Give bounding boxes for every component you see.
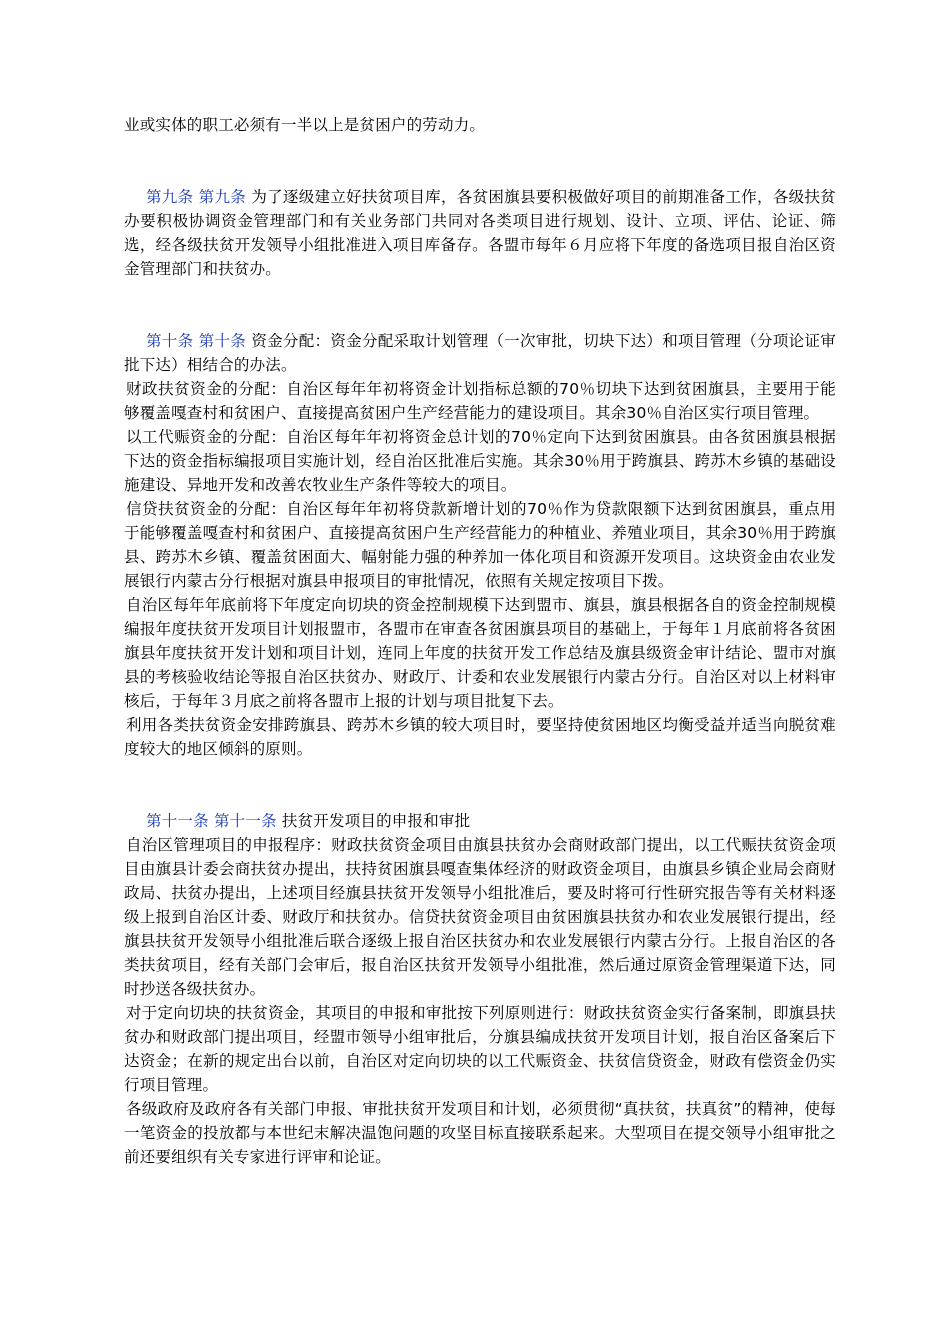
article-11-paragraph-block-funds: 对于定向切块的扶贫资金，其项目的申报和审批按下列原则进行：财政扶贫资金实行备案制，即旗县扶贫办和财政部门提出项目，经盟市领导小组审批后，分旗县编成扶贫开发项目计划，报自治区备案后下达资金；在新的规定出台以前，自治区对定向切块的以工代赈资金、扶贫信贷资金，财政有偿资金仍实行项目管理。 [124,1004,836,1094]
article-9-paragraph [124,185,836,281]
article-10-text: 资金分配：资金分配采取计划管理（一次审批，切块下达）和项目管理（分项论证审批下达）相结合的办法。 [124,332,836,374]
article-10-label[interactable]: 第十条 [146,332,194,350]
article-11-paragraph-spirit: 各级政府及政府各有关部门申报、审批扶贫开发项目和计划，必须贯彻“真扶贫，扶真贫”的精神，使每一笔资金的投放都与本世纪末解决温饱问题的攻坚目标直接联系起来。大型项目在提交领导小组审批之前还要组织有关专家进行评审和论证。 [124,1100,836,1166]
article-9-label[interactable]: 第九条 [146,188,194,206]
article-10-label-repeat[interactable]: 第十条 [198,332,247,350]
article-11-heading-paragraph [124,809,836,833]
document-page [124,113,836,1169]
article-11-paragraph-procedure: 自治区管理项目的申报程序：财政扶贫资金项目由旗县扶贫办会商财政部门提出，以工代赈扶贫资金项目由旗县计委会商扶贫办提出，扶持贫困旗县嘎查集体经济的财政资金项目，由旗县乡镇企业局会商财政局、扶贫办提出，上述项目经旗县扶贫开发领导小组批准后，要及时将可行性研究报告等有关材料逐级上报到自治区计委、财政厅和扶贫办。信贷扶贫资金项目由贫困旗县扶贫办和农业发展银行提出，经旗县扶贫开发领导小组批准后联合逐级上报自治区扶贫办和农业发展银行内蒙古分行。上报自治区的各类扶贫项目，经有关部门会审后，报自治区扶贫开发领导小组批准，然后通过原资金管理渠道下达，同时抄送各级扶贫办。 [124,836,836,998]
article-9-text: 为了逐级建立好扶贫项目库，各贫困旗县要积极做好项目的前期准备工作，各级扶贫办要积极协调资金管理部门和有关业务部门共同对各类项目进行规划、设计、立项、评估、论证、筛选，经各级扶贫开发领导小组批准进入项目库备存。各盟市每年６月应将下年度的备选项目报自治区资金管理部门和扶贫办。 [124,188,836,278]
article-11-text: 扶贫开发项目的申报和审批 [281,812,471,830]
article-10-paragraph-work-relief: 以工代赈资金的分配：自治区每年年初将资金总计划的70％定向下达到贫困旗县。由各贫困旗县根据下达的资金指标编报项目实施计划，经自治区批准后实施。其余30％用于跨旗县、跨苏木乡镇的基础设施建设、异地开发和改善农牧业生产条件等较大的项目。 [124,428,836,494]
article-10-paragraph-credit: 信贷扶贫资金的分配：自治区每年年初将贷款新增计划的70％作为贷款限额下达到贫困旗县，重点用于能够覆盖嘎查村和贫困户、直接提高贫困户生产经营能力的种植业、养殖业项目，其余30％用于跨旗县、跨苏木乡镇、覆盖贫困面大、幅射能力强的种养加一体化项目和资源开发项目。这块资金由农业发展银行内蒙古分行根据对旗县申报项目的审批情况，依照有关规定按项目下拨。 [124,500,836,590]
article-10-paragraph-principle: 利用各类扶贫资金安排跨旗县、跨苏木乡镇的较大项目时，要坚持使贫困地区均衡受益并适当向脱贫难度较大的地区倾斜的原则。 [124,716,836,758]
article-11-label-repeat[interactable]: 第十一条 [213,812,277,830]
article-10-paragraph-annual: 自治区每年年底前将下年度定向切块的资金控制规模下达到盟市、旗县，旗县根据各自的资金控制规模编报年度扶贫开发项目计划报盟市，各盟市在审查各贫困旗县项目的基础上，于每年１月底前将各贫困旗县年度扶贫开发计划和项目计划，连同上年度的扶贫开发工作总结及旗县级资金审计结论、盟市对旗县的考核验收结论等报自治区扶贫办、财政厅、计委和农业发展银行内蒙古分行。自治区对以上材料审核后，于每年３月底之前将各盟市上报的计划与项目批复下去。 [124,596,836,710]
article-11-label[interactable]: 第十一条 [146,812,209,830]
spacer [124,761,836,809]
spacer [124,281,836,329]
spacer [124,137,836,185]
intro-paragraph: 业或实体的职工必须有一半以上是贫困户的劳动力。 [124,116,486,134]
article-10-paragraph-fiscal: 财政扶贫资金的分配：自治区每年年初将资金计划指标总额的70％切块下达到贫困旗县，主要用于能够覆盖嘎查村和贫困户、直接提高贫困户生产经营能力的建设项目。其余30％自治区实行项目管理。 [124,380,836,422]
article-9-label-repeat[interactable]: 第九条 [198,188,247,206]
article-10-heading-paragraph [124,329,836,377]
